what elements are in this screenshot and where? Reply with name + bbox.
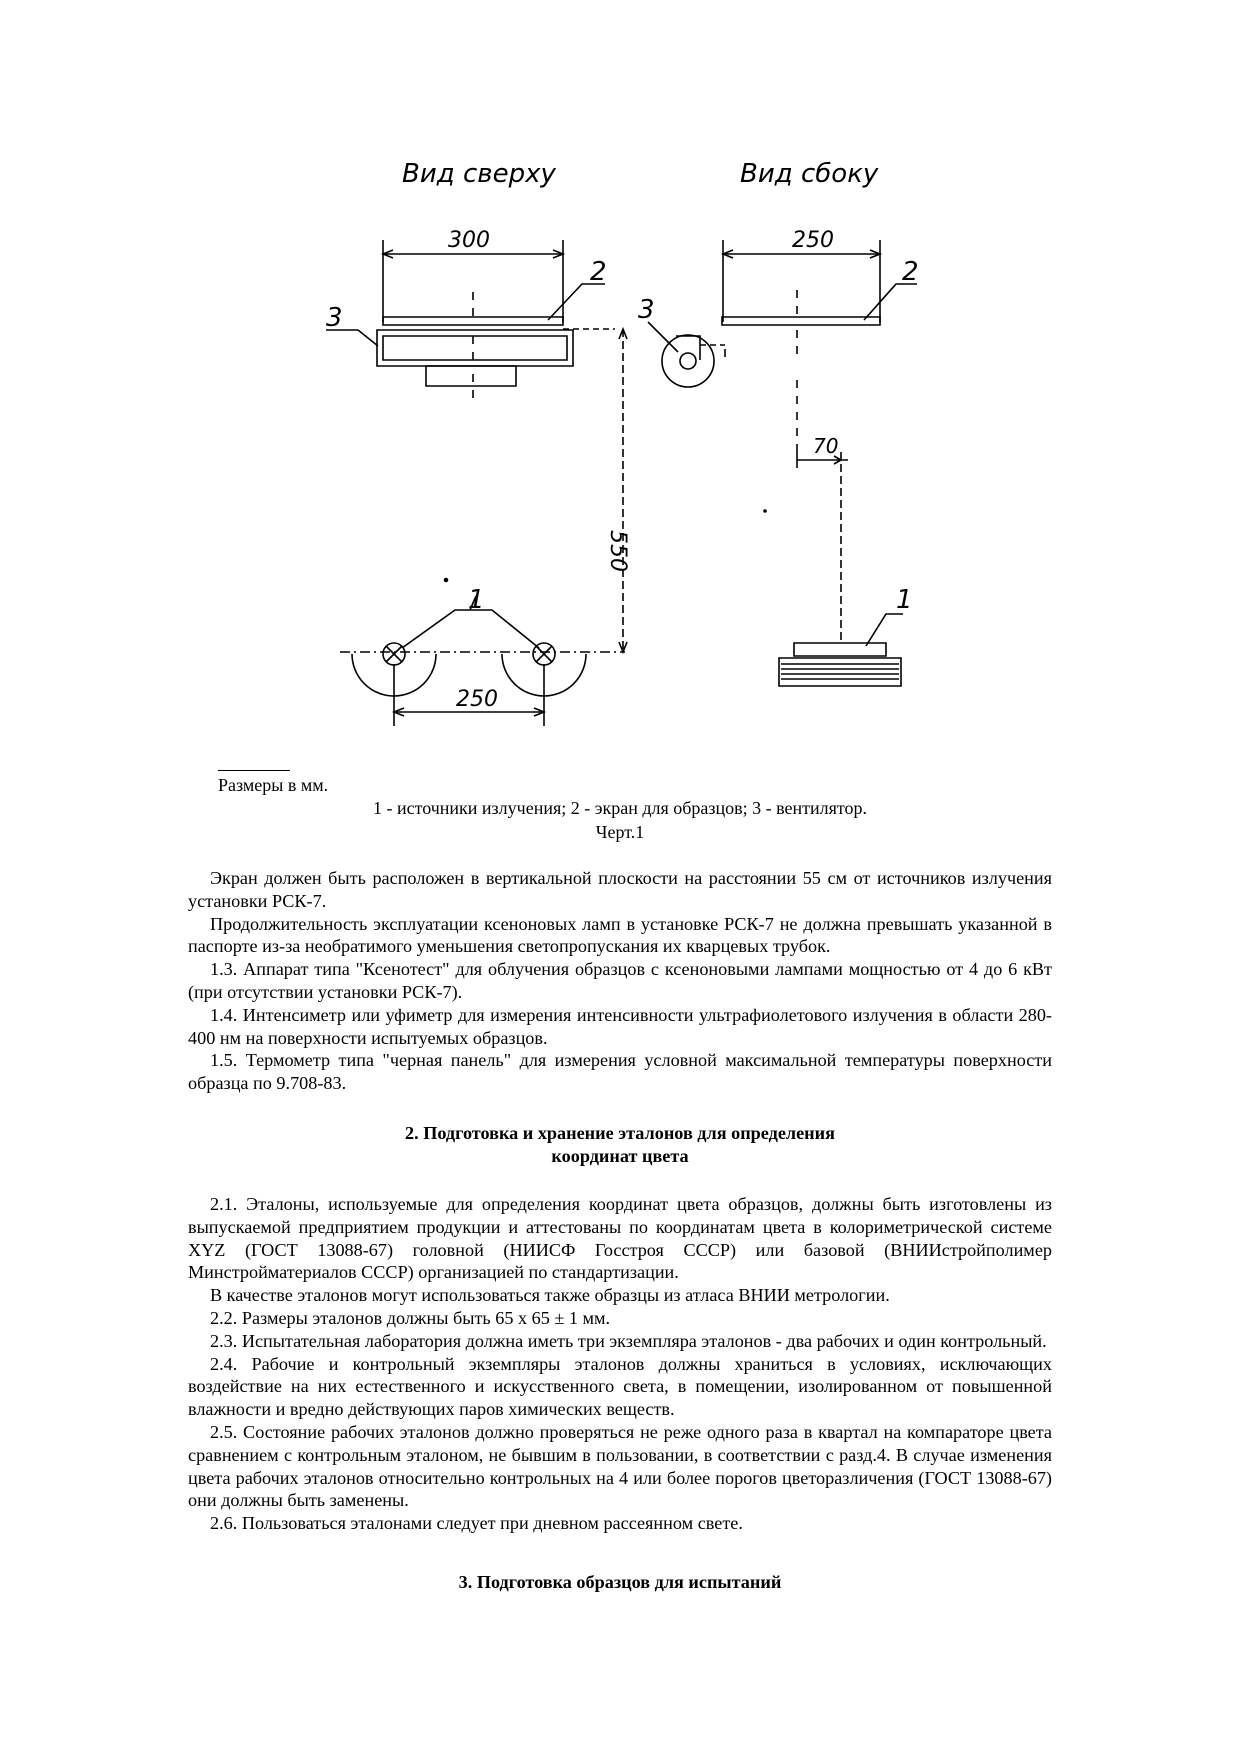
section-2-text [188,1193,1052,1535]
technical-drawing [300,140,940,750]
paragraph: 2.2. Размеры эталонов должны быть 65 х 65 ± 1 мм. [210,1307,611,1328]
screen-side [722,317,880,325]
section-2-title-line2: координат цвета [551,1145,689,1166]
footnote: Размеры в мм. [218,775,329,795]
section-3-title: 3. Подготовка образцов для испытаний [458,1572,782,1592]
paragraph: 2.5. Состояние рабочих эталонов должно проверяться не реже одного раза в квартал на компараторе цвета сравнением с контрольным эталоном, не бывшим в пользовании, в соответствии с разд.4. В случае изменения цвета рабочих эталонов относительно контрольных на 4 или более порогов цветоразличения (ГОСТ 13088-67) они должны быть заменены. [188,1421,1052,1511]
leader-3-right [648,322,678,352]
dim-550-label: 550 [605,530,630,572]
label-1-left: 1 [468,585,485,615]
leader-1-right [866,614,903,646]
leader-2-left [548,284,605,320]
label-3-right: 3 [638,295,655,325]
lamp-side [794,643,886,656]
reflector-side [779,658,901,686]
footnote-rule [218,770,290,771]
paragraph: 1.4. Интенсиметр или уфиметр для измерения интенсивности ультрафиолетового излучения в области 280-400 нм на поверхности испытуемых образцов. [188,1004,1052,1048]
paragraph: 2.1. Эталоны, используемые для определения координат цвета образцов, должны быть изготовлены из выпускаемой предприятием продукции и аттестованы по координатам цвета в колориметрической системе XYZ (ГОСТ 13088-67) головной (НИИСФ Госстроя СССР) или базовой (ВНИИстройполимер Минстройматериалов СССР) организацией по стандартизации. [188,1194,1052,1283]
paragraph: В качестве эталонов могут использоваться также образцы из атласа ВНИИ метрологии. [210,1285,890,1306]
paragraph: 1.5. Термометр типа "черная панель" для измерения условной максимальной температуры поверхности образца по 9.708-83. [188,1050,1052,1094]
dim-300-label: 300 [448,228,490,253]
dim-70-label: 70 [813,434,839,458]
leader-1-left [402,610,539,648]
label-1-right: 1 [896,585,913,615]
paragraph: 1.3. Аппарат типа "Ксенотест" для облучения образцов с ксеноновыми лампами мощностью от 4 до 6 кВт (при отсутствии установки РСК-7). [188,959,1052,1002]
paragraph: Продолжительность эксплуатации ксеноновых ламп в установке РСК-7 не должна превышать указанной в паспорте из-за необратимого уменьшения светопропускания их кварцевых трубок. [188,913,1052,957]
figure-legend: 1 - источники излучения; 2 - экран для образцов; 3 - вентилятор. [372,798,868,818]
figure-number: Черт.1 [595,822,645,842]
paragraph: Экран должен быть расположен в вертикальной плоскости на расстоянии 55 см от источников излучения установки РСК-7. [188,868,1052,911]
paragraph: 2.3. Испытательная лаборатория должна иметь три экземпляра эталонов - два рабочих и один контрольный. [210,1330,1047,1351]
section-3-heading [188,1571,1052,1594]
fan-base-top [426,366,516,386]
label-3-left: 3 [326,303,343,333]
section-2-title-line1: 2. Подготовка и хранение эталонов для определения [405,1123,835,1143]
label-2-right: 2 [902,257,919,287]
section-1-text [188,867,1052,1095]
view-top-label: Вид сверху [402,159,556,189]
label-2-left: 2 [590,257,607,287]
paragraph: 2.4. Рабочие и контрольный экземпляры эталонов должны храниться в условиях, исключающих воздействие на них естественного и искусственного света, в помещении, изолированном от повышенной влажности и вредно действующих паров химических веществ. [188,1353,1052,1420]
screen-top [383,317,563,325]
leader-2-right [864,284,917,320]
section-2-heading [188,1122,1052,1168]
dim-250-bottom-label: 250 [456,687,498,712]
paragraph: 2.6. Пользоваться эталонами следует при дневном рассеянном свете. [210,1513,743,1534]
view-side-label: Вид сбоку [740,159,879,189]
dim-250-side-label: 250 [792,228,834,253]
